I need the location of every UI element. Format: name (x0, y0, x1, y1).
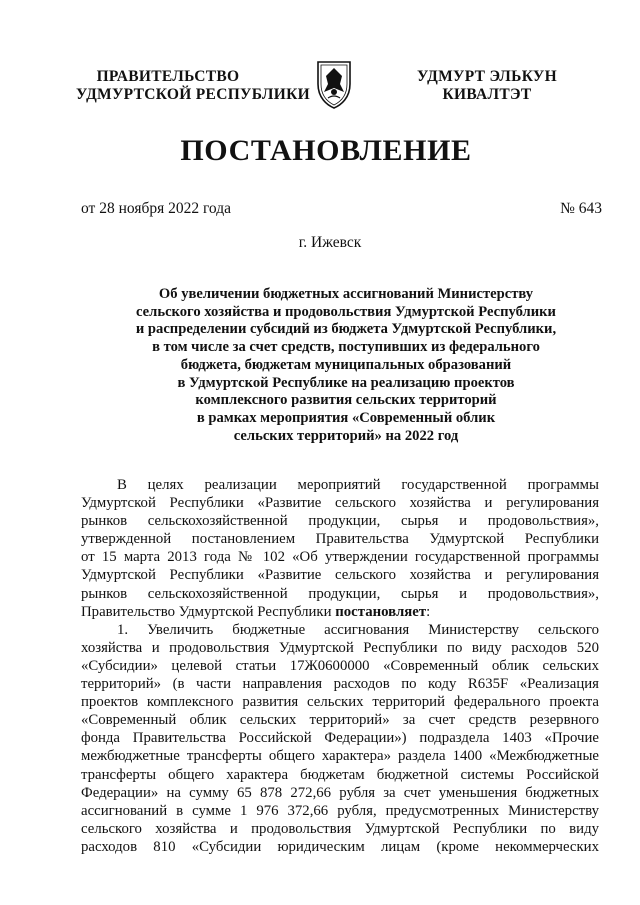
body-line: трансферты общего характера бюджетам бюджетной системы Российской (81, 766, 599, 783)
body-line: утвержденной постановлением Правительства Удмуртской Республики (81, 531, 599, 548)
document-city: г. Ижевск (298, 234, 362, 251)
body-line-decree (81, 603, 599, 621)
body-line: фонда Правительства Российской Федерации») подраздела 1403 «Прочие (81, 730, 599, 747)
body-line: территорий» (в части направления расходов по коду R635F «Реализация (81, 676, 599, 693)
body-line: В целях реализации мероприятий государственной программы (117, 477, 599, 493)
body-line: Удмуртской Республики «Развитие сельского хозяйства и регулирования (81, 495, 599, 512)
body-line: 1. Увеличить бюджетные ассигнования Министерству сельского (117, 621, 599, 638)
document-subject (86, 286, 606, 445)
decree-colon: : (426, 603, 431, 620)
header-right (394, 68, 580, 104)
document-title: ПОСТАНОВЛЕНИЕ (180, 134, 472, 167)
body-line: Федерации» на сумму 65 878 272,66 рубля за счет уменьшения бюджетных (81, 784, 599, 801)
body-line: сельского хозяйства и продовольствия Удмуртской Республики по виду (81, 820, 599, 837)
body-line: Удмуртской Республики «Развитие сельского хозяйства и регулирования (81, 567, 599, 584)
header-right-line-1: УДМУРТ ЭЛЬКУН (417, 68, 557, 85)
body-line: проектов комплексного развития сельских территорий федерального проекта (81, 694, 599, 711)
subject-line: Об увеличении бюджетных ассигнований Министерству (158, 286, 534, 302)
document-body (81, 476, 599, 856)
body-line: хозяйства и продовольствия Удмуртской Республики по виду расходов 520 (81, 639, 599, 656)
header-right-line-2: КИВАЛТЭТ (442, 86, 532, 103)
subject-line: и распределении субсидий из бюджета Удмуртской Республики, (135, 321, 557, 338)
body-line: «Современный облик сельских территорий» за счет средств резервного (81, 712, 599, 729)
subject-line: сельских территорий» на 2022 год (233, 427, 459, 444)
subject-line: в рамках мероприятия «Современный облик (196, 409, 496, 426)
decree-word: постановляет (335, 603, 427, 620)
header-left-line-1: ПРАВИТЕЛЬСТВО (96, 68, 240, 85)
coat-of-arms-icon (314, 58, 354, 110)
document-date: от 28 ноября 2022 года (81, 200, 232, 217)
body-line: расходов 810 «Субсидии юридическим лицам (кроме некоммерческих (81, 838, 599, 855)
body-line: межбюджетные трансферты общего характера» раздела 1400 «Межбюджетные (81, 748, 599, 765)
subject-line: сельского хозяйства и продовольствия Удмуртской Республики (136, 303, 556, 320)
subject-line: в том числе за счет средств, поступивших из федерального (152, 339, 540, 356)
subject-line: бюджета, бюджетам муниципальных образований (180, 356, 512, 373)
header-left (68, 68, 318, 104)
body-line: ассигнований в сумме 1 976 372,66 рубля, предусмотренных Министерству (81, 802, 599, 819)
decree-subject: Правительство Удмуртской Республики (81, 603, 332, 620)
header-left-line-2: УДМУРТСКОЙ РЕСПУБЛИКИ (75, 86, 310, 103)
subject-line: комплексного развития сельских территорий (195, 392, 497, 409)
body-line: рынков сельскохозяйственной продукции, сырья и продовольствия», (81, 585, 599, 602)
document-number: № 643 (560, 200, 602, 217)
subject-line: в Удмуртской Республике на реализацию проектов (177, 374, 515, 391)
body-line: «Субсидии» целевой статьи 17Ж0600000 «Современный облик сельских (81, 657, 599, 674)
body-line: от 15 марта 2013 года № 102 «Об утверждении государственной программы (81, 549, 599, 566)
body-line: рынков сельскохозяйственной продукции, сырья и продовольствия», (81, 513, 599, 530)
